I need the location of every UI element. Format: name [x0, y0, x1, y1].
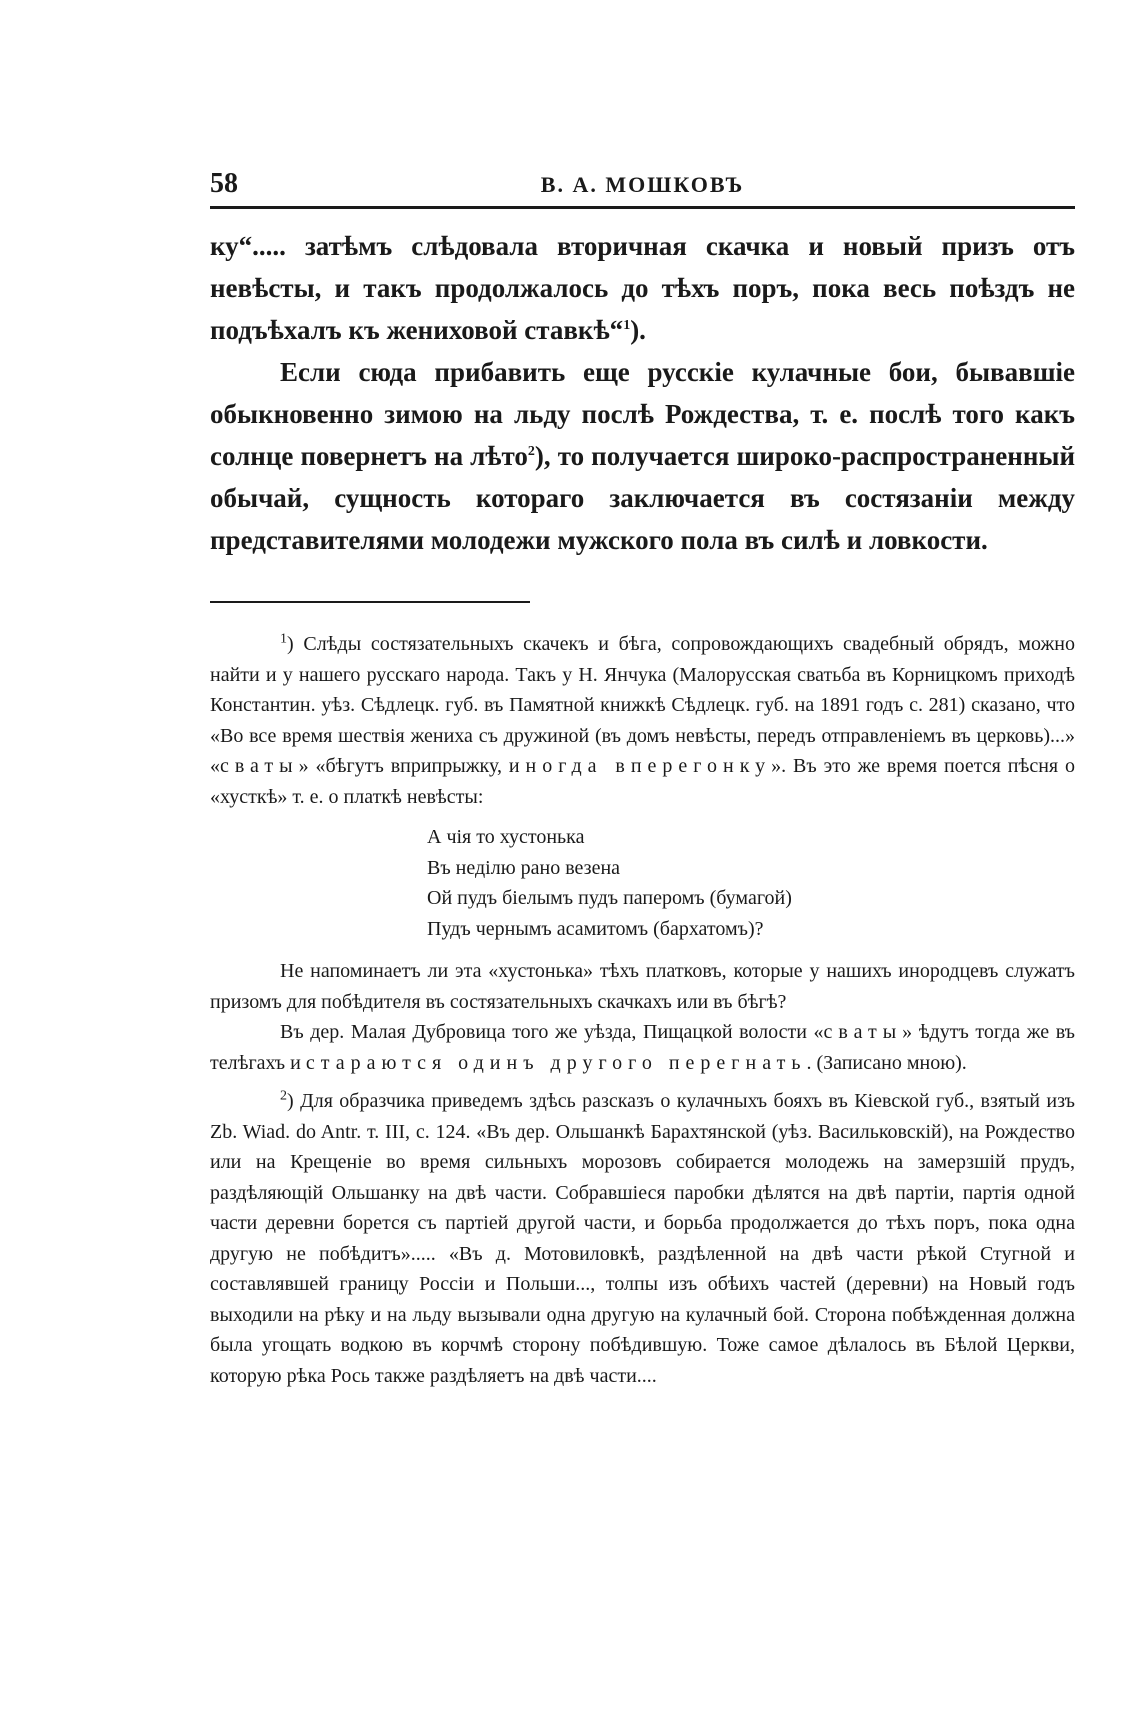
- footnote-1-continuation: Не напоминаетъ ли эта «хустонька» тѣхъ платковъ, которые у нашихъ инородцевъ служатъ призомъ для побѣдителя въ состязательныхъ скачкахъ или въ бѣгѣ?: [210, 960, 1075, 1013]
- main-paragraph-2: [210, 351, 1075, 561]
- main-paragraph-1-text: ку“..... затѣмъ слѣдовала вторичная скачка и новый призъ отъ невѣсты, и такъ продолжалось до тѣхъ поръ, пока весь поѣздъ не подъѣхалъ къ жениховой ставкѣ“: [210, 231, 1075, 345]
- footnote-1-village-text-c: . (Записано мною).: [806, 1051, 967, 1074]
- footnote-1-marker: 1: [280, 631, 287, 647]
- footnotes: [210, 629, 1075, 1391]
- verse-line: Ой пудъ біелымъ пудъ паперомъ (бумагой): [427, 887, 792, 909]
- footnote-1-text-b: » «бѣгутъ вприпрыжку,: [298, 755, 509, 777]
- footnote-2-marker: 2: [280, 1088, 287, 1104]
- footnote-1-village-spaced-a: сваты: [823, 1021, 903, 1043]
- footnote-1: [210, 629, 1075, 812]
- footnote-rule: [210, 601, 530, 603]
- verse-line: Пудъ чернымъ асамитомъ (бархатомъ)?: [427, 917, 764, 940]
- footnote-2-text: ) Для образчика приведемъ здѣсь разсказъ о кулачныхъ бояхъ въ Кіевской губ., взятый изъ Zb. Wiad. do Antr. т. III, с. 124. «Въ дер. Ольшанкѣ Барахтянской (уѣз. Васильковскій), на Рождество или на Крещеніе во время сильныхъ морозовъ собирается молодежь на замерзшій прудъ, раздѣляющій Ольшанку на двѣ части. Собравшіеся паробки дѣлятся на двѣ партіи, партія одной части деревни борется съ партіей другой части, и борьба продолжается до тѣхъ поръ, пока одна другую не побѣдитъ»..... «Въ д. Мотовиловкѣ, раздѣленной на двѣ части рѣкой Стугной и составлявшей границу Россіи и Польши..., толпы изъ обѣихъ частей (деревни) на Новый годъ выходили на рѣку и на льду вызывали одна другую на кулачный бой. Сторона побѣжденная должна была угощать водкою въ корчмѣ сторону побѣдившую. Тоже самое дѣлалось въ Бѣлой Церкви, которую рѣка Рось также раздѣляетъ на двѣ части....: [210, 1090, 1075, 1387]
- header-rule: [210, 206, 1075, 209]
- verse-line: Въ неділю рано везена: [427, 856, 621, 879]
- main-text: [210, 225, 1075, 561]
- main-paragraph-1: [210, 225, 1075, 351]
- footnote-ref-2: 2: [527, 444, 535, 459]
- main-paragraph-1-tail: ).: [630, 315, 646, 345]
- main-paragraph-2-text-a: Если сюда прибавить еще русскіе кулачные бои, бывавшіе обыкновенно зимою на льду послѣ Рождества, т. е. послѣ того какъ солнце повернетъ на лѣто: [210, 357, 1075, 471]
- footnote-2: [210, 1086, 1075, 1391]
- verse-block: [427, 822, 1075, 944]
- running-title: В. А. МОШКОВЪ: [540, 172, 745, 197]
- footnote-1-text-a: ) Слѣды состязательныхъ скачекъ и бѣга, сопровождающихъ свадебный обрядъ, можно найти и у нашего русскаго народа. Такъ у Н. Янчука (Малорусская сватьба въ Корницкомъ приходѣ Константин. уѣз. Сѣдлецк. губ. въ Памятной книжкѣ Сѣдлецк. губ. на 1891 годъ с. 281) сказано, что «Во все время шествія жениха съ дружиной (въ домъ невѣсты, передъ отправленіемъ въ церковь)...» «: [210, 633, 1075, 777]
- footnote-1-text-c: ». Въ это же время поется пѣсня о «хусткѣ» т. е. о платкѣ невѣсты:: [210, 755, 1075, 808]
- footnote-1-village-text-b: » ѣдутъ тогда же въ телѣгахъ и: [210, 1021, 1075, 1074]
- verse-line: А чія то хустонька: [427, 826, 585, 848]
- main-paragraph-2-text-b: ), то получается широко-распространенный обычай, сущность котораго заключается въ состязаніи между представителями молодежи мужского пола въ силѣ и ловкости.: [210, 441, 1076, 555]
- page-number: 58: [210, 168, 238, 199]
- page: [210, 168, 1075, 1391]
- footnote-ref-1: 1: [623, 318, 631, 333]
- page-header: [210, 168, 1075, 202]
- footnote-1-spaced-a: сваты: [220, 755, 299, 777]
- footnote-1-village-text-a: Въ дер. Малая Дубровица того же уѣзда, Пищацкой волости «: [280, 1021, 824, 1043]
- footnote-1-village-spaced-b: стараются одинъ другого перегнать: [305, 1051, 807, 1074]
- footnote-1-spaced-b: иногда вперегонку: [508, 755, 772, 777]
- footnote-1-village: [210, 1017, 1075, 1078]
